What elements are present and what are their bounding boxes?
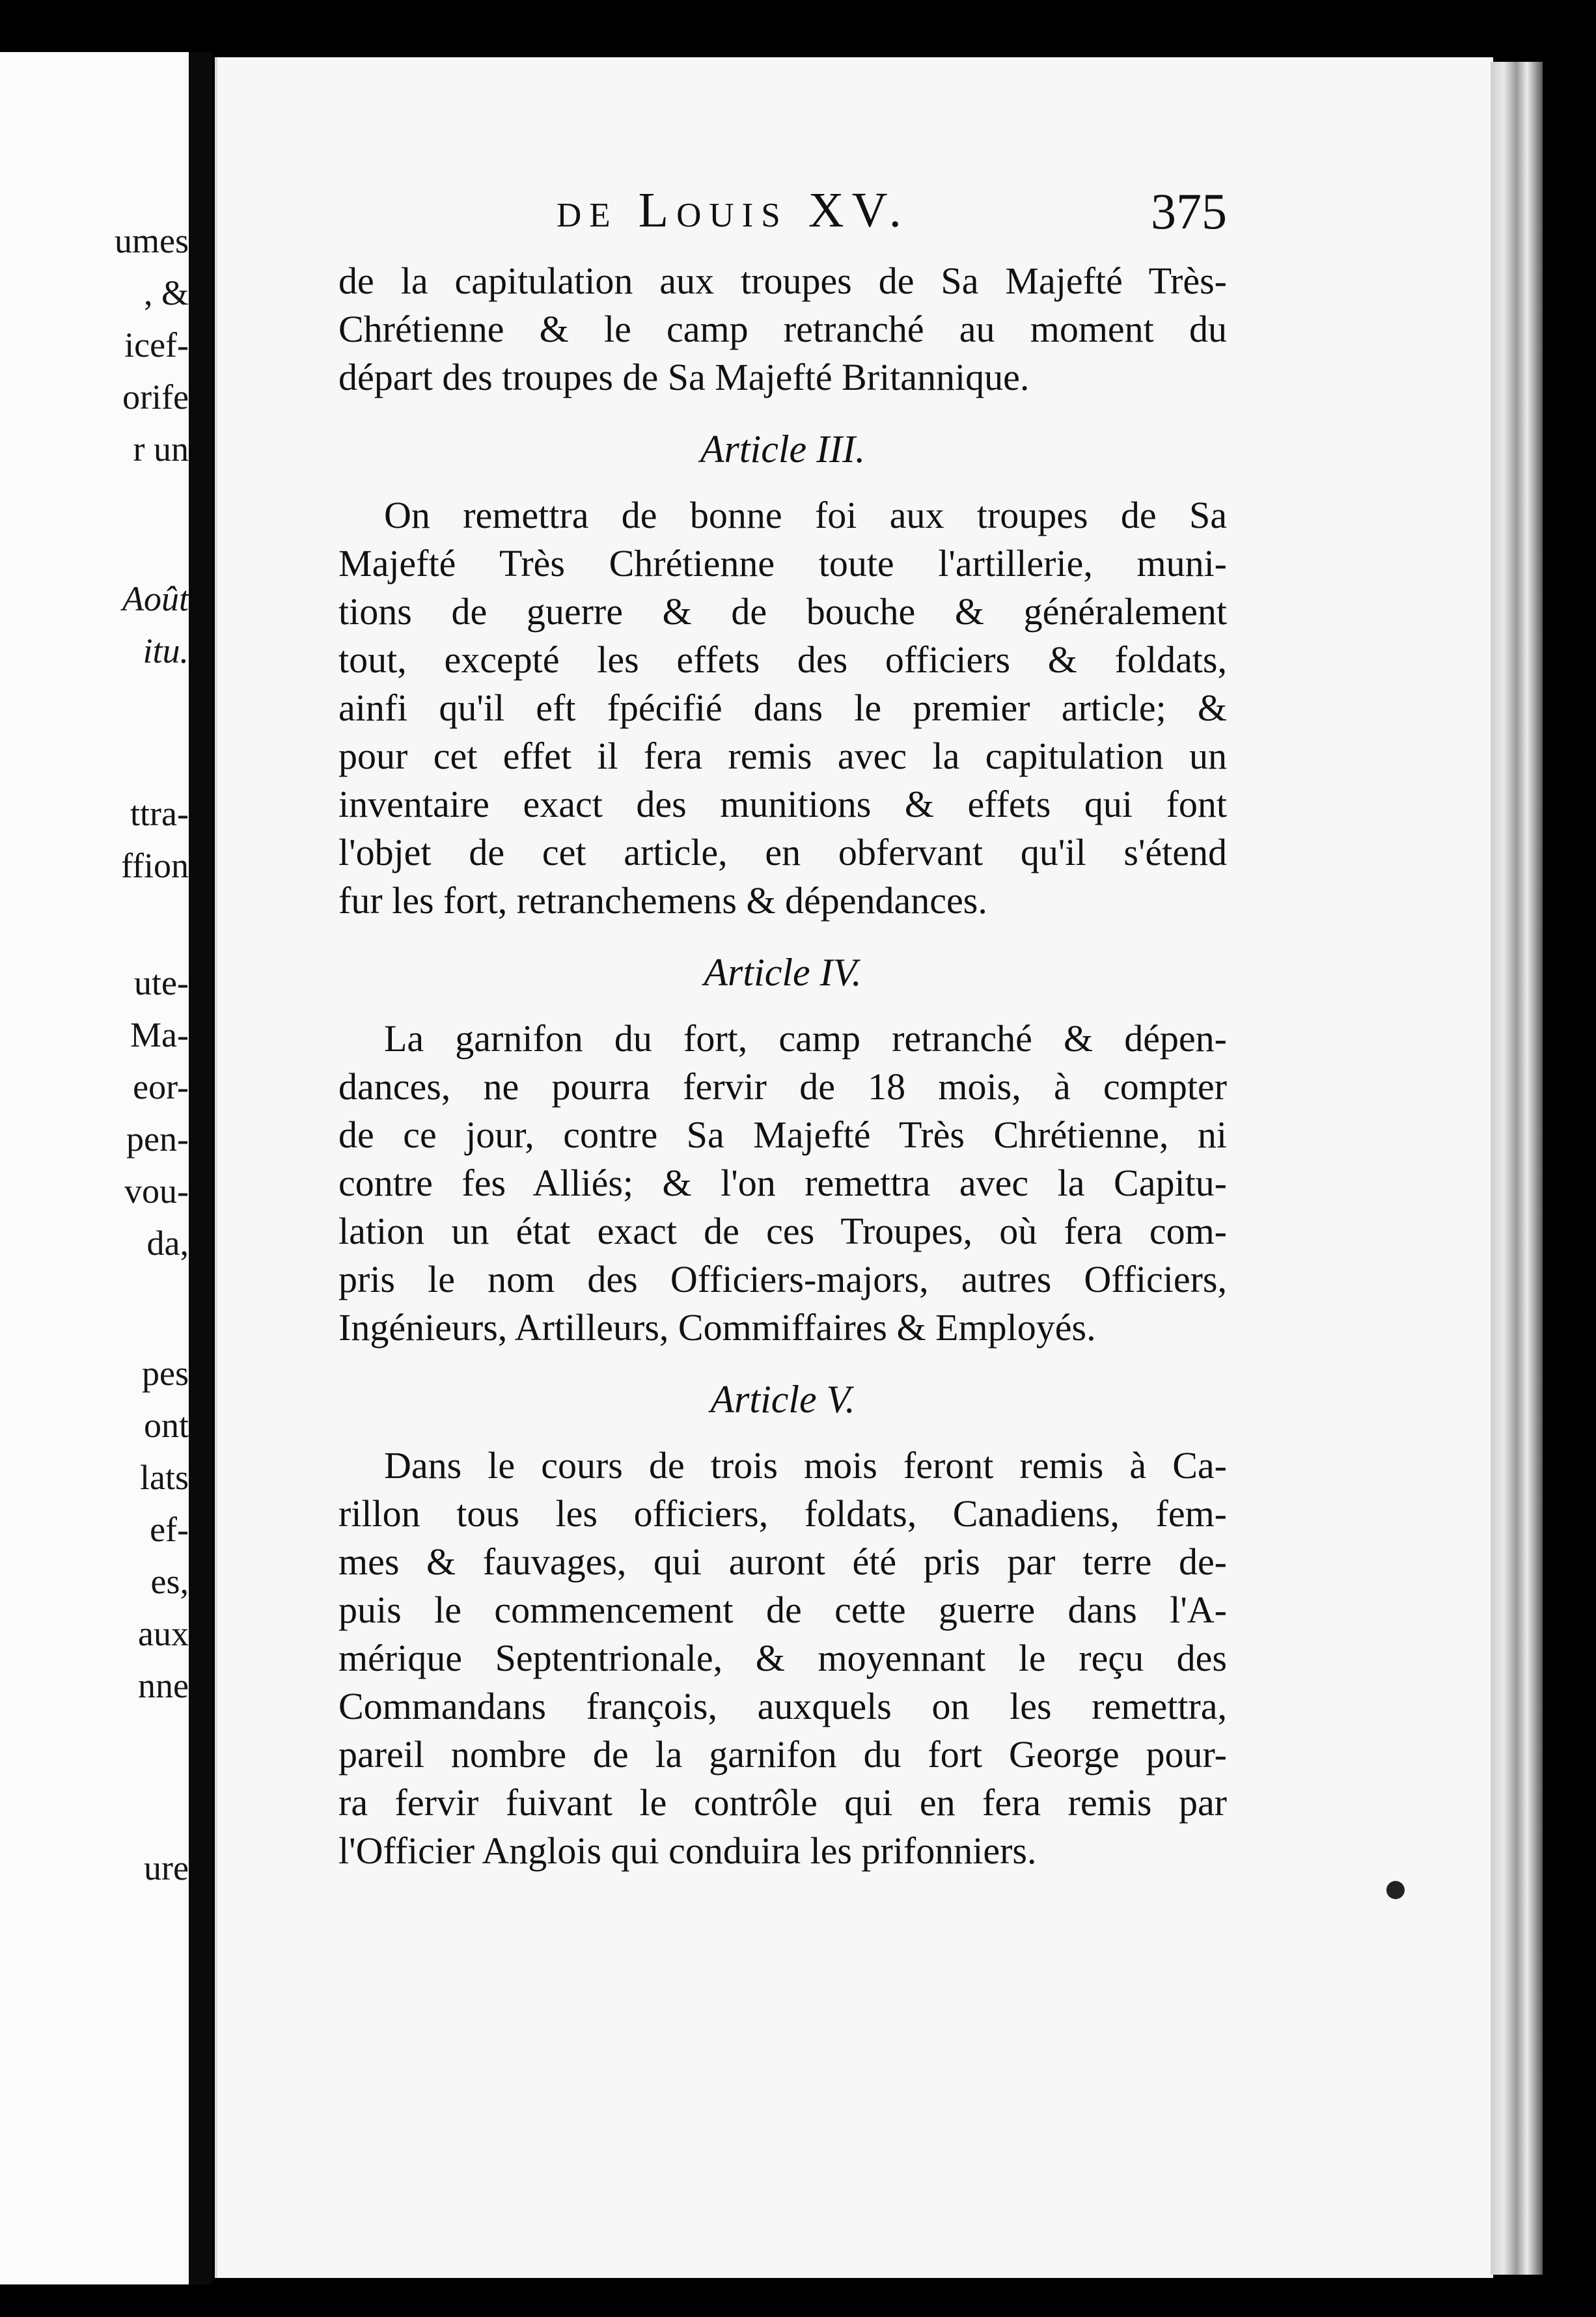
page-fragment-line: ure [144,1848,189,1887]
text-line: départ des troupes de Sa Majefté Britannique. [338,356,1030,398]
page-fragment-line: Ma- [130,1015,189,1054]
text-line: fur les fort, retranchemens & dépendances. [338,879,987,922]
text-line: l'objet de cet article, en obfervant qu'il s'étend [338,831,1227,873]
text-line: ra fervir fuivant le contrôle qui en fera remis par [338,1781,1227,1824]
text-line: Majefté Très Chrétienne toute l'artillerie, muni- [338,542,1227,584]
page-fragment-line: ute- [134,963,189,1002]
page-fragment-line: pen- [126,1119,189,1158]
page-fragment-line: r un [133,430,189,469]
text-line: de ce jour, contre Sa Majefté Très Chrétienne, ni [338,1114,1227,1156]
page-fragment-line: es, [150,1562,189,1601]
page-fragment-line: orife [122,377,189,417]
page-fragment-line: ef- [150,1510,189,1549]
text-line: Chrétienne & le camp retranché au moment du [338,308,1227,350]
previous-page-fragment [0,52,189,2284]
page-fragment-line: aux [138,1614,189,1653]
text-line: Ingénieurs, Artilleurs, Commiffaires & Employés. [338,1306,1096,1349]
page-fragment-line: nne [138,1666,189,1705]
text-line: rillon tous les officiers, foldats, Canadiens, fem- [338,1492,1227,1535]
text-line: tions de guerre & de bouche & généralement [338,590,1227,633]
ink-smudge [1386,1881,1405,1899]
paragraph-continuation [338,257,1227,402]
page-body [338,257,1227,1875]
article-heading: Article III. [700,428,866,471]
page-fragment-line: eor- [133,1067,189,1106]
page-fragment-line: itu. [143,631,189,670]
text-line: pareil nombre de la garnifon du fort George pour- [338,1733,1227,1775]
text-line: tout, excepté les effets des officiers & foldats, [338,638,1227,681]
page-fragment-line: lats [140,1458,189,1497]
text-line: Dans le cours de trois mois feront remis à Ca- [384,1444,1227,1487]
article-paragraph [338,1442,1227,1875]
page-fragment-line: ttra- [130,794,189,833]
page-fragment-line: icef- [124,325,189,364]
text-line: mes & fauvages, qui auront été pris par terre de- [338,1541,1227,1583]
article-paragraph [338,491,1227,925]
text-line: pour cet effet il fera remis avec la capitulation un [338,735,1227,777]
page-fragment-line: umes [115,221,189,260]
article-paragraph [338,1015,1227,1352]
page-header [557,182,1227,254]
page-number: 375 [1151,183,1227,240]
text-line: de la capitulation aux troupes de Sa Majefté Très- [338,260,1227,302]
text-line: l'Officier Anglois qui conduira les prifonniers. [338,1830,1037,1872]
text-line: On remettra de bonne foi aux troupes de Sa [384,494,1227,536]
page-fragment-line: ont [143,1406,189,1445]
text-line: La garnifon du fort, camp retranché & dépen- [384,1017,1227,1060]
text-line: contre fes Alliés; & l'on remettra avec la Capitu- [338,1162,1227,1204]
page-edge [1491,62,1543,2275]
text-line: pris le nom des Officiers-majors, autres Officiers, [338,1258,1227,1300]
running-head: de Louis XV. [557,183,909,238]
text-line: puis le commencement de cette guerre dans l'A- [338,1589,1227,1631]
text-line: mérique Septentrionale, & moyennant le reçu des [338,1637,1227,1679]
article-heading: Article IV. [704,951,862,994]
page-fragment-line: vou- [124,1172,189,1211]
text-line: ainfi qu'il eft fpécifié dans le premier article; & [338,687,1227,729]
page-fragment-line: ffion [121,846,189,885]
page-fragment-line: pes [142,1354,189,1393]
article-heading: Article V. [710,1378,855,1421]
text-line: inventaire exact des munitions & effets qui font [338,783,1227,825]
text-line: dances, ne pourra fervir de 18 mois, à compter [338,1065,1227,1108]
page-fragment-line: , & [143,273,189,312]
book-gutter [189,52,212,2284]
text-line: lation un état exact de ces Troupes, où fera com- [338,1210,1227,1252]
page-fragment-line: da, [146,1224,189,1263]
text-line: Commandans françois, auxquels on les remettra, [338,1685,1227,1727]
page-fragment-line: Août [122,579,189,618]
